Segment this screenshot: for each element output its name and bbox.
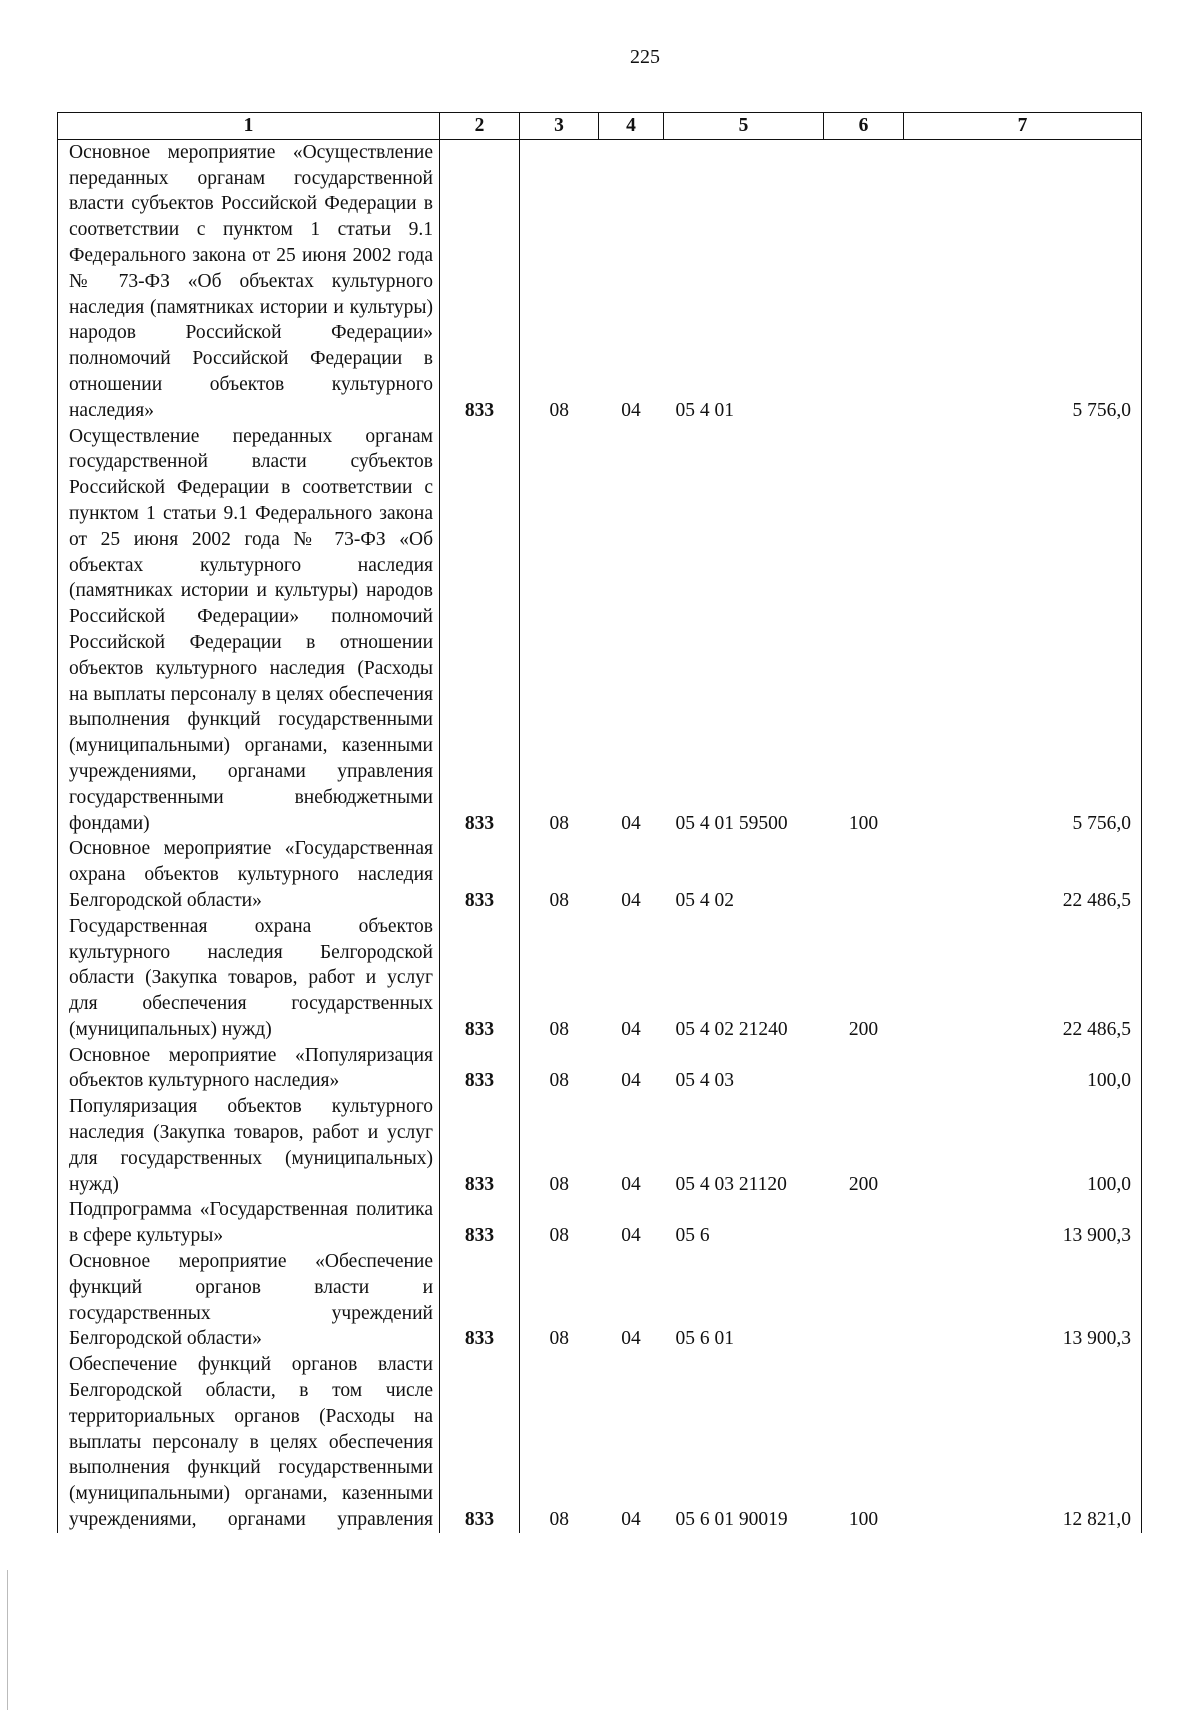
row-description-text: Осуществление переданных органам государственной власти субъектов Российской Федерации в соответствии с пунктом 1 статьи 9.1 Федерального закона от 25 июня 2002 года № 73-ФЗ «Об объектах культурного наследия (памятниках истории и культуры) народов Российской Федерации» полномочий Российской Федерации в отношении объектов культурного наследия (Расходы на выплаты персоналу в целях обеспечения выполнения функций государственными (муниципальными) органами, казенными учреждениями, органами управления государственными внебюджетными фондами): [69, 425, 433, 834]
section-code: 08: [549, 1070, 569, 1092]
row-description: [58, 424, 440, 837]
row-description: [58, 1197, 440, 1249]
row-description-text: Подпрограмма «Государственная политика в сфере культуры»: [69, 1199, 433, 1247]
subsection-code: 04: [621, 1225, 641, 1247]
subsection-code: 04: [621, 1509, 641, 1531]
subsection-code: 04: [621, 889, 641, 911]
expense-type-code: [824, 1249, 904, 1352]
section-code: 08: [549, 1328, 569, 1350]
section-code: 08: [549, 399, 569, 421]
ministry-code: 833: [440, 1197, 520, 1249]
table-row: [58, 1249, 1142, 1352]
row-description-text: Государственная охрана объектов культурного наследия Белгородской области (Закупка товаров, работ и услуг для обеспечения государственных (муниципальных) нужд): [69, 915, 433, 1040]
target-code: 05 4 01 59500: [675, 812, 788, 834]
subsection-code: 04: [621, 1070, 641, 1092]
expense-type-code: 200: [848, 1173, 879, 1195]
ministry-code: 833: [440, 914, 520, 1043]
row-description-text: Популяризация объектов культурного наследия (Закупка товаров, работ и услуг для государственных (муниципальных) нужд): [69, 1096, 433, 1195]
column-header: 7: [904, 113, 1142, 140]
column-header: 6: [824, 113, 904, 140]
ministry-code: 833: [440, 1352, 520, 1533]
row-description: [58, 1249, 440, 1352]
section-code: 08: [549, 1173, 569, 1195]
table-row: [58, 836, 1142, 913]
row-description-text: Основное мероприятие «Государственная охрана объектов культурного наследия Белгородской области»: [69, 838, 433, 911]
ministry-code: 833: [440, 424, 520, 837]
target-code: 05 4 03 21120: [675, 1173, 787, 1195]
ministry-code: 833: [440, 139, 520, 423]
ministry-code: 833: [440, 836, 520, 913]
expense-type-code: 200: [848, 1018, 879, 1040]
row-description: [58, 1352, 440, 1533]
section-code: 08: [549, 1018, 569, 1040]
amount: 12 821,0: [904, 1352, 1142, 1533]
table-row: [58, 1197, 1142, 1249]
amount: 22 486,5: [904, 914, 1142, 1043]
table-row: [58, 139, 1142, 423]
row-description: [58, 1094, 440, 1197]
page-number: 225: [630, 46, 660, 68]
subsection-code: 04: [621, 1328, 641, 1350]
section-code: 08: [549, 1225, 569, 1247]
amount: 13 900,3: [904, 1249, 1142, 1352]
column-header: 4: [599, 113, 664, 140]
amount: 22 486,5: [904, 836, 1142, 913]
ministry-code: 833: [440, 1043, 520, 1095]
subsection-code: 04: [621, 812, 641, 834]
section-code: 08: [549, 889, 569, 911]
ministry-code: 833: [440, 1249, 520, 1352]
target-code: 05 4 01: [675, 399, 734, 421]
budget-table: [57, 112, 1142, 1533]
target-code: 05 4 02: [675, 889, 734, 911]
expense-type-code: 100: [848, 812, 879, 834]
expense-type-code: [824, 139, 904, 423]
row-description-text: Обеспечение функций органов власти Белгородской области, в том числе территориальных органов (Расходы на выплаты персоналу в целях обеспечения выполнения функций государственными (муниципальными) органами, казенными учреждениями, органами управления: [69, 1354, 433, 1531]
amount: 100,0: [904, 1043, 1142, 1095]
row-description-text: Основное мероприятие «Обеспечение функций органов власти и государственных учреждений Белгородской области»: [69, 1251, 433, 1350]
target-code: 05 6: [675, 1225, 710, 1247]
amount: 5 756,0: [904, 424, 1142, 837]
row-description: [58, 836, 440, 913]
amount: 100,0: [904, 1094, 1142, 1197]
column-header: 3: [520, 113, 599, 140]
amount: 5 756,0: [904, 139, 1142, 423]
column-header: 2: [440, 113, 520, 140]
target-code: 05 6 01: [675, 1328, 734, 1350]
table-row: [58, 1043, 1142, 1095]
column-header: 1: [58, 113, 440, 140]
amount: 13 900,3: [904, 1197, 1142, 1249]
table-row: [58, 1094, 1142, 1197]
section-code: 08: [549, 1509, 569, 1531]
table-row: [58, 914, 1142, 1043]
table-header-row: [58, 113, 1142, 140]
column-header: 5: [664, 113, 824, 140]
row-description-text: Основное мероприятие «Популяризация объектов культурного наследия»: [69, 1044, 433, 1092]
target-code: 05 6 01 90019: [675, 1509, 788, 1531]
target-code: 05 4 03: [675, 1070, 734, 1092]
table-row: [58, 424, 1142, 837]
row-description-text: Основное мероприятие «Осуществление переданных органам государственной власти субъектов Российской Федерации в соответствии с пунктом 1 статьи 9.1 Федерального закона от 25 июня 2002 года № 73-ФЗ «Об объектах культурного наследия (памятниках истории и культуры) народов Российской Федерации» полномочий Российской Федерации в отношении объектов культурного наследия»: [69, 141, 433, 421]
target-code: 05 4 02 21240: [675, 1018, 788, 1040]
section-code: 08: [549, 812, 569, 834]
row-description: [58, 139, 440, 423]
expense-type-code: [824, 1043, 904, 1095]
expense-type-code: [824, 1197, 904, 1249]
subsection-code: 04: [621, 1018, 641, 1040]
subsection-code: 04: [621, 1173, 641, 1195]
subsection-code: 04: [621, 399, 641, 421]
expense-type-code: [824, 836, 904, 913]
expense-type-code: 100: [848, 1509, 879, 1531]
scan-edge-line: [7, 1570, 8, 1710]
ministry-code: 833: [440, 1094, 520, 1197]
row-description: [58, 1043, 440, 1095]
row-description: [58, 914, 440, 1043]
table-row: [58, 1352, 1142, 1533]
